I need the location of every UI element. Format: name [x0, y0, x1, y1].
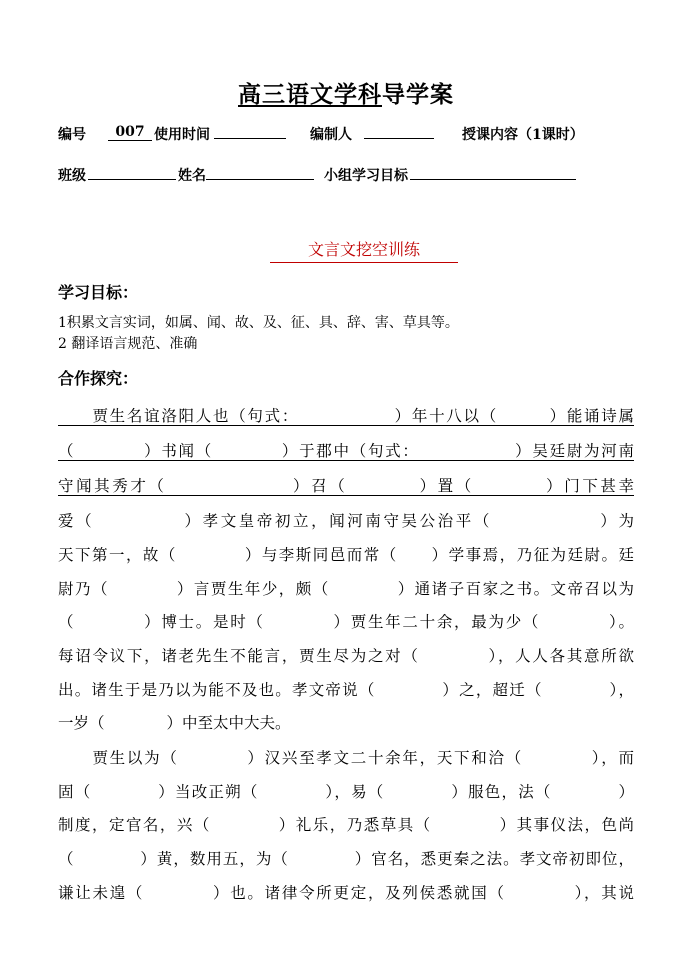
- passage-line-13: 制度，定官名，兴（ ）礼乐，乃悉草具（ ）其事仪法，色尚: [58, 816, 634, 834]
- number-value[interactable]: 007: [108, 124, 152, 141]
- class-label: 班级: [58, 168, 86, 184]
- name-label: 姓名: [178, 168, 206, 184]
- passage-line-11: 贾生以为（ ）汉兴至孝文二十余年，天下和洽（ ），而: [58, 749, 634, 767]
- passage-line-2: （ ）书闻（ ）于郡中（句式： ）吴廷尉为河南: [58, 442, 634, 460]
- passage-line-14: （ ）黄，数用五，为（ ）官名，悉更秦之法。孝文帝初即位，: [58, 850, 634, 868]
- passage-line-4: 爱（ ）孝文皇帝初立，闻河南守吴公治平（ ）为: [58, 512, 634, 530]
- use-time-label: 使用时间: [154, 127, 210, 143]
- goal-item-1: 1积累文言实词，如属、闻、故、及、征、具、辞、害、草具等。: [58, 315, 459, 331]
- passage-line-3: 守闻其秀才（ ）召（ ）置（ ）门下甚幸: [58, 477, 634, 495]
- passage-line-9: 出。诸生于是乃以为能不及也。孝文帝说（ ）之，超迁（ ），: [58, 681, 634, 699]
- passage-line-12: 固（ ）当改正朔（ ），易（ ）服色，法（ ）: [58, 783, 634, 801]
- number-label: 编号: [58, 127, 86, 143]
- teaching-label: 授课内容（1课时）: [462, 127, 584, 143]
- class-blank[interactable]: [88, 165, 176, 180]
- name-blank[interactable]: [206, 165, 314, 180]
- page-title-subject: 高三语文学科: [238, 81, 382, 108]
- section-title: 文言文挖空训练: [270, 237, 458, 263]
- editor-blank[interactable]: [364, 124, 434, 139]
- goals-heading: 学习目标：: [58, 283, 139, 302]
- use-time-blank[interactable]: [214, 124, 286, 139]
- group-goal-blank[interactable]: [410, 165, 576, 180]
- passage-line-8: 每诏令议下，诸老先生不能言，贾生尽为之对（ ），人人各其意所欲: [58, 647, 634, 665]
- page-title: [0, 76, 692, 109]
- page-title-suffix: 导学案: [382, 81, 454, 108]
- passage-line-1: 贾生名谊洛阳人也（句式： ）年十八以（ ）能诵诗属: [58, 407, 634, 425]
- passage-line-10: 一岁（ ）中至太中大夫。: [58, 714, 291, 732]
- passage-line-7: （ ）博士。是时（ ）贾生年二十余，最为少（ ）。: [58, 613, 634, 631]
- cooperate-heading: 合作探究：: [58, 369, 139, 388]
- passage-line-6: 尉乃（ ）言贾生年少，颇（ ）通诸子百家之书。文帝召以为: [58, 580, 634, 598]
- passage-line-5: 天下第一，故（ ）与李斯同邑而常（ ）学事焉，乃征为廷尉。廷: [58, 546, 634, 564]
- editor-label: 编制人: [310, 127, 352, 143]
- group-goal-label: 小组学习目标: [324, 168, 408, 184]
- passage-line-15: 谦让未遑（ ）也。诸律令所更定，及列侯悉就国（ ），其说: [58, 884, 634, 902]
- goal-item-2: 2 翻译语言规范、准确: [58, 336, 198, 352]
